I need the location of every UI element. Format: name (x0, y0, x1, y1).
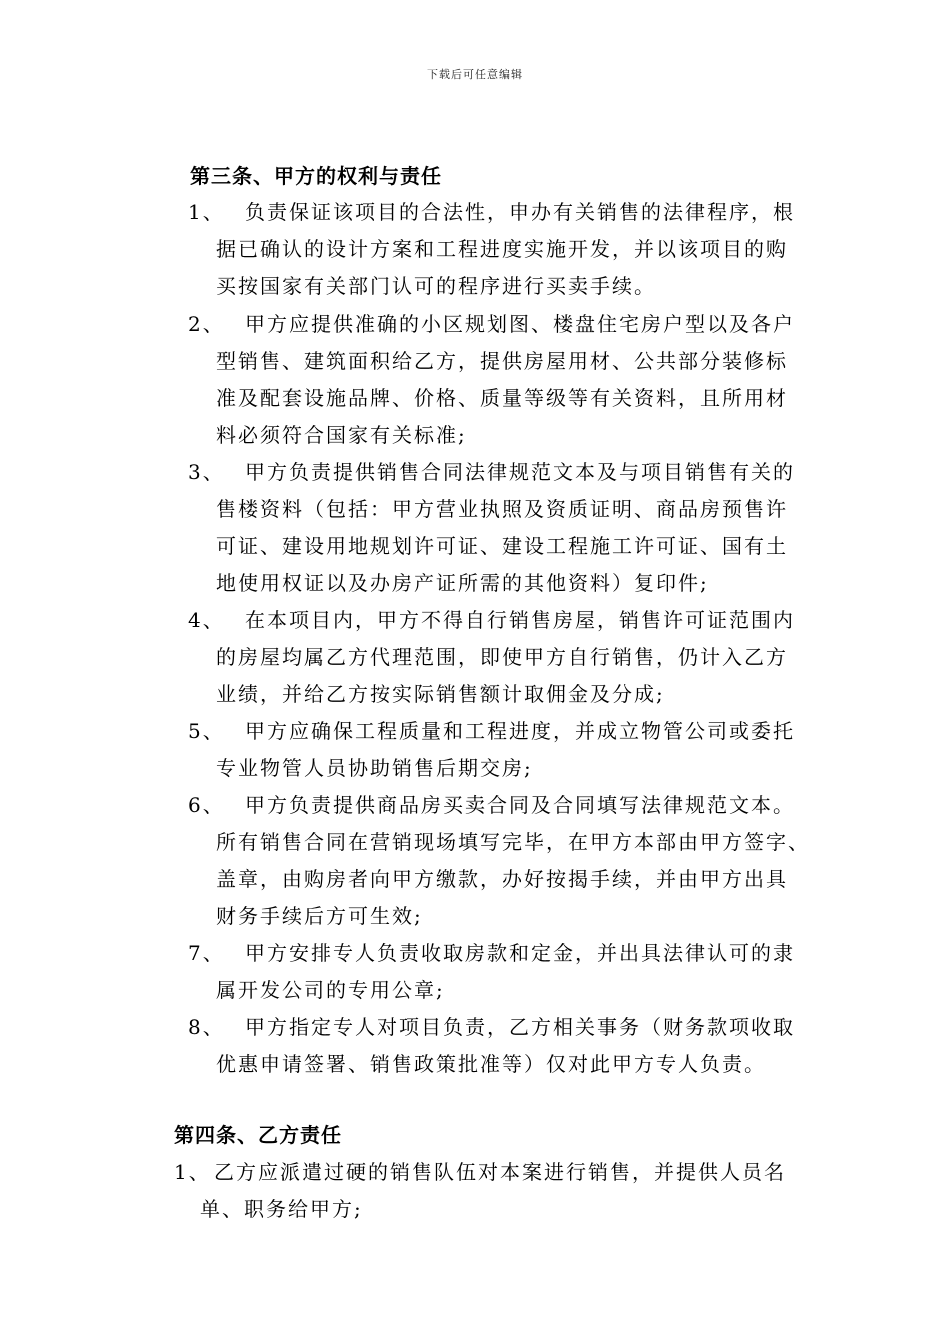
item-line: 盖章，由购房者向甲方缴款，办好按揭手续，并由甲方出具 (216, 867, 788, 891)
item-line: 甲方应确保工程质量和工程进度，并成立物管公司或委托 (245, 719, 795, 743)
item-line: 买按国家有关部门认可的程序进行买卖手续。 (216, 274, 656, 298)
item-line: 负责保证该项目的合法性，申办有关销售的法律程序，根 (245, 200, 795, 224)
item-line: 单、职务给甲方; (200, 1197, 363, 1221)
item-line: 料必须符合国家有关标准; (216, 423, 467, 447)
item-line: 甲方负责提供销售合同法律规范文本及与项目销售有关的 (245, 460, 795, 484)
item-line: 属开发公司的专用公章; (216, 978, 445, 1002)
item-number: 1、 (188, 200, 225, 224)
item-line: 甲方应提供准确的小区规划图、楼盘住宅房户型以及各户 (245, 312, 795, 336)
item-number: 1、 (174, 1160, 211, 1184)
item-line: 甲方负责提供商品房买卖合同及合同填写法律规范文本。 (245, 793, 795, 817)
section3-title: 第三条、甲方的权利与责任 (190, 164, 442, 188)
item-line: 据已确认的设计方案和工程进度实施开发，并以该项目的购 (216, 237, 788, 261)
item-line: 型销售、建筑面积给乙方，提供房屋用材、公共部分装修标 (216, 349, 788, 373)
section4-title: 第四条、乙方责任 (174, 1123, 342, 1147)
item-line: 的房屋均属乙方代理范围，即使甲方自行销售，仍计入乙方 (216, 645, 788, 669)
item-number: 8、 (188, 1015, 225, 1039)
item-number: 7、 (188, 941, 225, 965)
item-number: 2、 (188, 312, 225, 336)
item-number: 3、 (188, 460, 225, 484)
item-line: 在本项目内，甲方不得自行销售房屋，销售许可证范围内 (245, 608, 795, 632)
item-line: 甲方指定专人对项目负责，乙方相关事务（财务款项收取 (245, 1015, 795, 1039)
item-number: 4、 (188, 608, 225, 632)
item-line: 专业物管人员协助销售后期交房; (216, 756, 533, 780)
item-line: 可证、建设用地规划许可证、建设工程施工许可证、国有土 (216, 534, 788, 558)
item-line: 售楼资料（包括：甲方营业执照及资质证明、商品房预售许 (216, 497, 788, 521)
item-number: 6、 (188, 793, 225, 817)
item-line: 甲方安排专人负责收取房款和定金，并出具法律认可的隶 (245, 941, 795, 965)
item-line: 所有销售合同在营销现场填写完毕，在甲方本部由甲方签字、 (216, 830, 810, 854)
header-note: 下载后可任意编辑 (427, 68, 523, 81)
item-line: 地使用权证以及办房产证所需的其他资料）复印件; (216, 571, 709, 595)
item-line: 业绩，并给乙方按实际销售额计取佣金及分成; (216, 682, 665, 706)
item-line: 财务手续后方可生效; (216, 904, 423, 928)
item-line: 准及配套设施品牌、价格、质量等级等有关资料，且所用材 (216, 386, 788, 410)
item-line: 优惠申请签署、销售政策批准等）仅对此甲方专人负责。 (216, 1052, 766, 1076)
item-line: 乙方应派遣过硬的销售队伍对本案进行销售，并提供人员名 (214, 1160, 786, 1184)
item-number: 5、 (188, 719, 225, 743)
